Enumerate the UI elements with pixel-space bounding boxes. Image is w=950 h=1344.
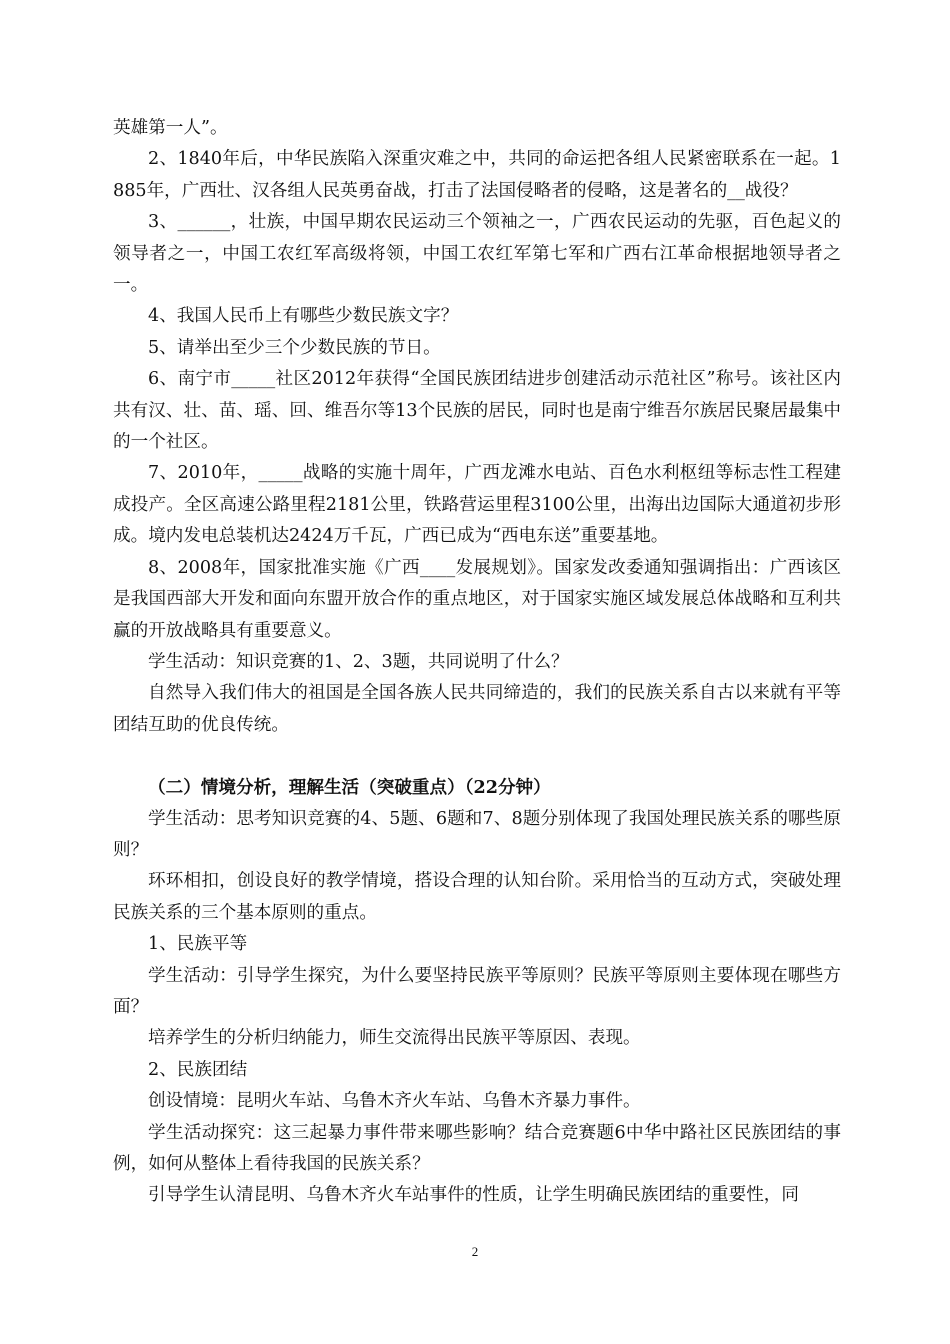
quiz-item-5: 5、请举出至少三个少数民族的节日。 <box>148 337 441 358</box>
blank-line <box>113 741 841 772</box>
analysis-note: 培养学生的分析归纳能力，师生交流得出民族平等原因、表现。 <box>148 1028 641 1049</box>
intro-paragraph: 自然导入我们伟大的祖国是全国各族人民共同缔造的，我们的民族关系自古以来就有平等团结互助的优良传统。 <box>113 683 841 735</box>
teaching-note: 环环相扣，创设良好的教学情境，搭设合理的认知台阶。采用恰当的互动方式，突破处理民族关系的三个基本原则的重点。 <box>113 871 841 923</box>
quiz-item-2: 2、1840年后，中华民族陷入深重灾难之中，共同的命运把各组人民紧密联系在一起。1885年，广西壮、汉各组人民英勇奋战，打击了法国侵略者的侵略，这是著名的__战役？ <box>113 149 841 201</box>
student-activity: 学生活动：知识竞赛的1、2、3题，共同说明了什么？ <box>148 651 569 672</box>
quiz-item-4: 4、我国人民币上有哪些少数民族文字？ <box>148 306 459 327</box>
student-inquiry: 学生活动探究：这三起暴力事件带来哪些影响？结合竞赛题6中华中路社区民族团结的事例，如何从整体上看待我国的民族关系？ <box>113 1122 841 1174</box>
principle-unity: 2、民族团结 <box>148 1059 248 1080</box>
quiz-item-7: 7、2010年，_____战略的实施十周年，广西龙滩水电站、百色水利枢纽等标志性工程建成投产。全区高速公路里程2181公里，铁路营运里程3100公里，出海出边国际大通道初步形成。境内发电总装机达2424万千瓦，广西已成为“西电东送”重要基地。 <box>113 463 841 547</box>
paragraph-continuation: 英雄第一人”。 <box>113 118 228 138</box>
principle-equality: 1、民族平等 <box>148 934 248 955</box>
quiz-item-3: 3、______，壮族，中国早期农民运动三个领袖之一，广西农民运动的先驱，百色起义的领导者之一，中国工农红军高级将领，中国工农红军第七军和广西右江革命根据地领导者之一。 <box>113 212 841 296</box>
guidance-paragraph: 引导学生认清昆明、乌鲁木齐火车站事件的性质，让学生明确民族团结的重要性，同 <box>148 1185 799 1206</box>
scenario-setup: 创设情境：昆明火车站、乌鲁木齐火车站、乌鲁木齐暴力事件。 <box>148 1091 641 1112</box>
section-heading: （二）情境分析，理解生活（突破重点）（22分钟） <box>148 777 551 799</box>
quiz-item-6: 6、南宁市_____社区2012年获得“全国民族团结进步创建活动示范社区”称号。该社区内共有汉、壮、苗、瑶、回、维吾尔等13个民族的居民，同时也是南宁维吾尔族居民聚居最集中的一个社区。 <box>113 369 841 453</box>
quiz-item-8: 8、2008年，国家批准实施《广西____发展规划》。国家发改委通知强调指出：广西该区是我国西部大开发和面向东盟开放合作的重点地区，对于国家实施区域发展总体战略和互利共赢的开放战略具有重要意义。 <box>113 557 841 641</box>
student-activity-equality: 学生活动：引导学生探究，为什么要坚持民族平等原则？民族平等原则主要体现在哪些方面？ <box>113 965 841 1017</box>
student-activity-think: 学生活动：思考知识竞赛的4、5题、6题和7、8题分别体现了我国处理民族关系的哪些原则？ <box>113 808 841 860</box>
page-number: 2 <box>471 1244 479 1259</box>
page-content <box>113 113 841 1212</box>
